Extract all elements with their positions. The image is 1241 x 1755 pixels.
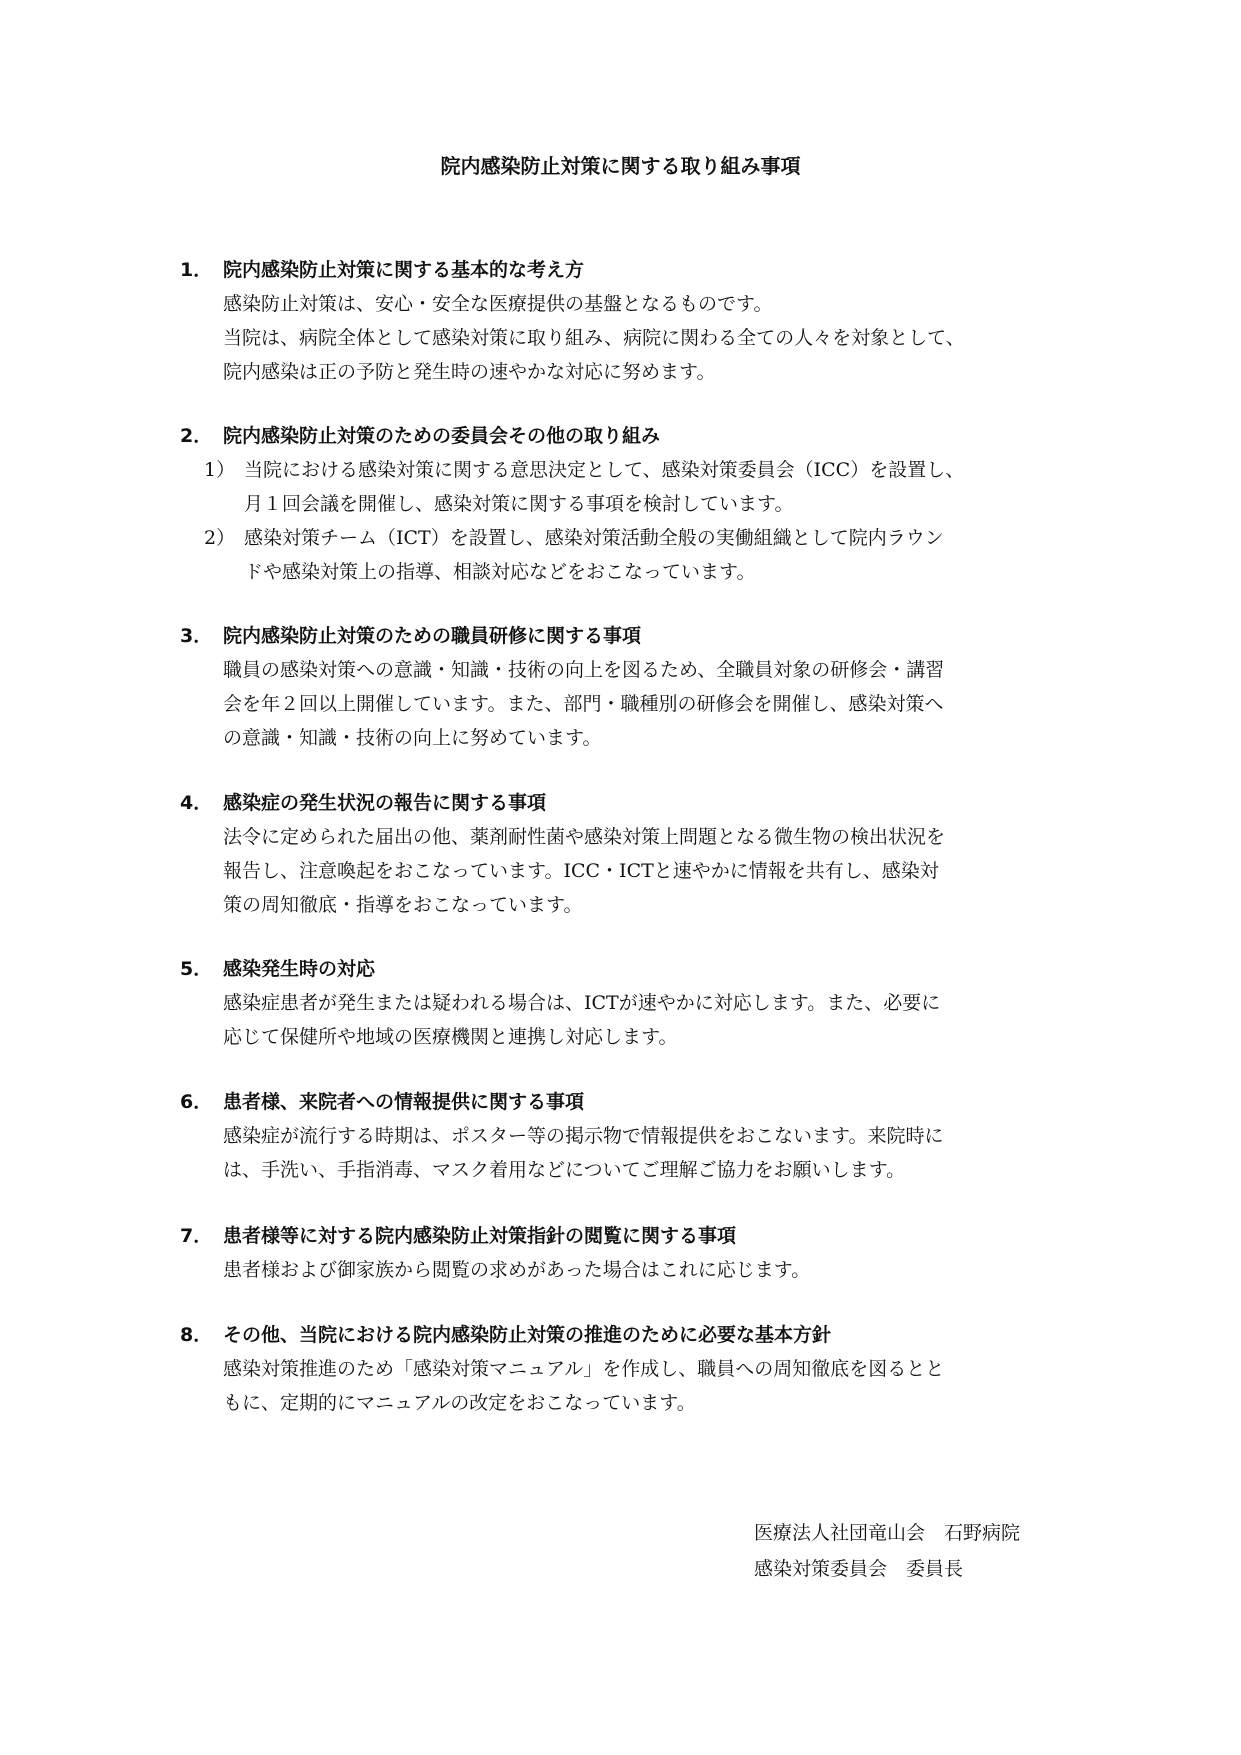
section-title: 患者様等に対する院内感染防止対策指針の閲覧に関する事項 bbox=[223, 1225, 737, 1247]
sub-item-text: 感染対策チーム（ICT）を設置し、感染対策活動全般の実働組織として院内ラウン bbox=[244, 527, 944, 549]
section-heading bbox=[180, 1085, 1080, 1119]
section-text-line: 当院は、病院全体として感染対策に取り組み、病院に関わる全ての人々を対象として、 bbox=[223, 327, 965, 349]
section-2 bbox=[180, 419, 1080, 589]
section-heading bbox=[180, 1219, 1080, 1253]
section-title: 感染症の発生状況の報告に関する事項 bbox=[223, 792, 547, 814]
section-title: 院内感染防止対策のための委員会その他の取り組み bbox=[223, 425, 661, 447]
section-5 bbox=[180, 952, 1080, 1054]
section-text-line: 感染症患者が発生または疑われる場合は、ICTが速やかに対応します。また、必要に bbox=[223, 992, 941, 1014]
section-heading bbox=[180, 619, 1080, 653]
section-title: その他、当院における院内感染防止対策の推進のために必要な基本方針 bbox=[223, 1324, 832, 1346]
section-number: 4． bbox=[180, 792, 213, 814]
section-heading bbox=[180, 952, 1080, 986]
section-6 bbox=[180, 1085, 1080, 1187]
sub-item-2 bbox=[180, 521, 1080, 589]
signature-organization: 医療法人社団竜山会 石野病院 bbox=[754, 1522, 1021, 1544]
section-text-line: の意識・知識・技術の向上に努めています。 bbox=[223, 727, 602, 749]
section-heading bbox=[180, 786, 1080, 820]
section-8 bbox=[180, 1318, 1080, 1420]
section-number: 5． bbox=[180, 958, 213, 980]
section-title: 感染発生時の対応 bbox=[223, 958, 376, 980]
sub-item-number: 1） bbox=[204, 459, 236, 481]
section-text-line: 感染防止対策は、安心・安全な医療提供の基盤となるものです。 bbox=[223, 293, 773, 315]
signature-block bbox=[754, 1515, 1020, 1587]
section-title: 院内感染防止対策に関する基本的な考え方 bbox=[223, 259, 585, 281]
section-text-line: 患者様および御家族から閲覧の求めがあった場合はこれに応じます。 bbox=[223, 1259, 811, 1281]
sub-item-1 bbox=[180, 453, 1080, 521]
section-text-line: は、手洗い、手指消毒、マスク着用などについてご理解ご協力をお願いします。 bbox=[223, 1159, 906, 1181]
sub-item-text-cont: 月１回会議を開催し、感染対策に関する事項を検討しています。 bbox=[244, 493, 794, 515]
section-number: 6． bbox=[180, 1091, 213, 1113]
section-text-line: 策の周知徹底・指導をおこなっています。 bbox=[223, 894, 583, 916]
section-7 bbox=[180, 1219, 1080, 1287]
section-heading bbox=[180, 253, 1080, 287]
sub-item-number: 2） bbox=[204, 527, 236, 549]
section-text-line: 感染症が流行する時期は、ポスター等の掲示物で情報提供をおこないます。来院時に bbox=[223, 1125, 944, 1147]
section-4 bbox=[180, 786, 1080, 922]
document-title: 院内感染防止対策に関する取り組み事項 bbox=[440, 154, 801, 178]
section-title: 院内感染防止対策のための職員研修に関する事項 bbox=[223, 625, 642, 647]
section-number: 3． bbox=[180, 625, 213, 647]
section-text-line: 職員の感染対策への意識・知識・技術の向上を図るため、全職員対象の研修会・講習 bbox=[223, 659, 945, 681]
sub-item-text-cont: ドや感染対策上の指導、相談対応などをおこなっています。 bbox=[244, 561, 756, 583]
section-text-line: 報告し、注意喚起をおこなっています。ICC・ICTと速やかに情報を共有し、感染対 bbox=[223, 860, 939, 882]
section-heading bbox=[180, 1318, 1080, 1352]
section-text-line: 法令に定められた届出の他、薬剤耐性菌や感染対策上問題となる微生物の検出状況を bbox=[223, 826, 946, 848]
section-number: 8． bbox=[180, 1324, 213, 1346]
signature-title: 感染対策委員会 委員長 bbox=[754, 1558, 964, 1580]
section-number: 7． bbox=[180, 1225, 213, 1247]
section-number: 1． bbox=[180, 259, 213, 281]
section-text-line: 会を年２回以上開催しています。また、部門・職種別の研修会を開催し、感染対策へ bbox=[223, 693, 944, 715]
section-text-line: 応じて保健所や地域の医療機関と連携し対応します。 bbox=[223, 1026, 678, 1048]
section-title: 患者様、来院者への情報提供に関する事項 bbox=[223, 1091, 585, 1113]
section-heading bbox=[180, 419, 1080, 453]
section-text-line: 感染対策推進のため「感染対策マニュアル」を作成し、職員への周知徹底を図るとと bbox=[223, 1358, 945, 1380]
sub-item-text: 当院における感染対策に関する意思決定として、感染対策委員会（ICC）を設置し、 bbox=[244, 459, 965, 481]
section-1 bbox=[180, 253, 1080, 389]
section-number: 2． bbox=[180, 425, 213, 447]
section-text-line: 院内感染は正の予防と発生時の速やかな対応に努めます。 bbox=[223, 361, 716, 383]
section-3 bbox=[180, 619, 1080, 755]
section-text-line: もに、定期的にマニュアルの改定をおこなっています。 bbox=[223, 1392, 696, 1414]
